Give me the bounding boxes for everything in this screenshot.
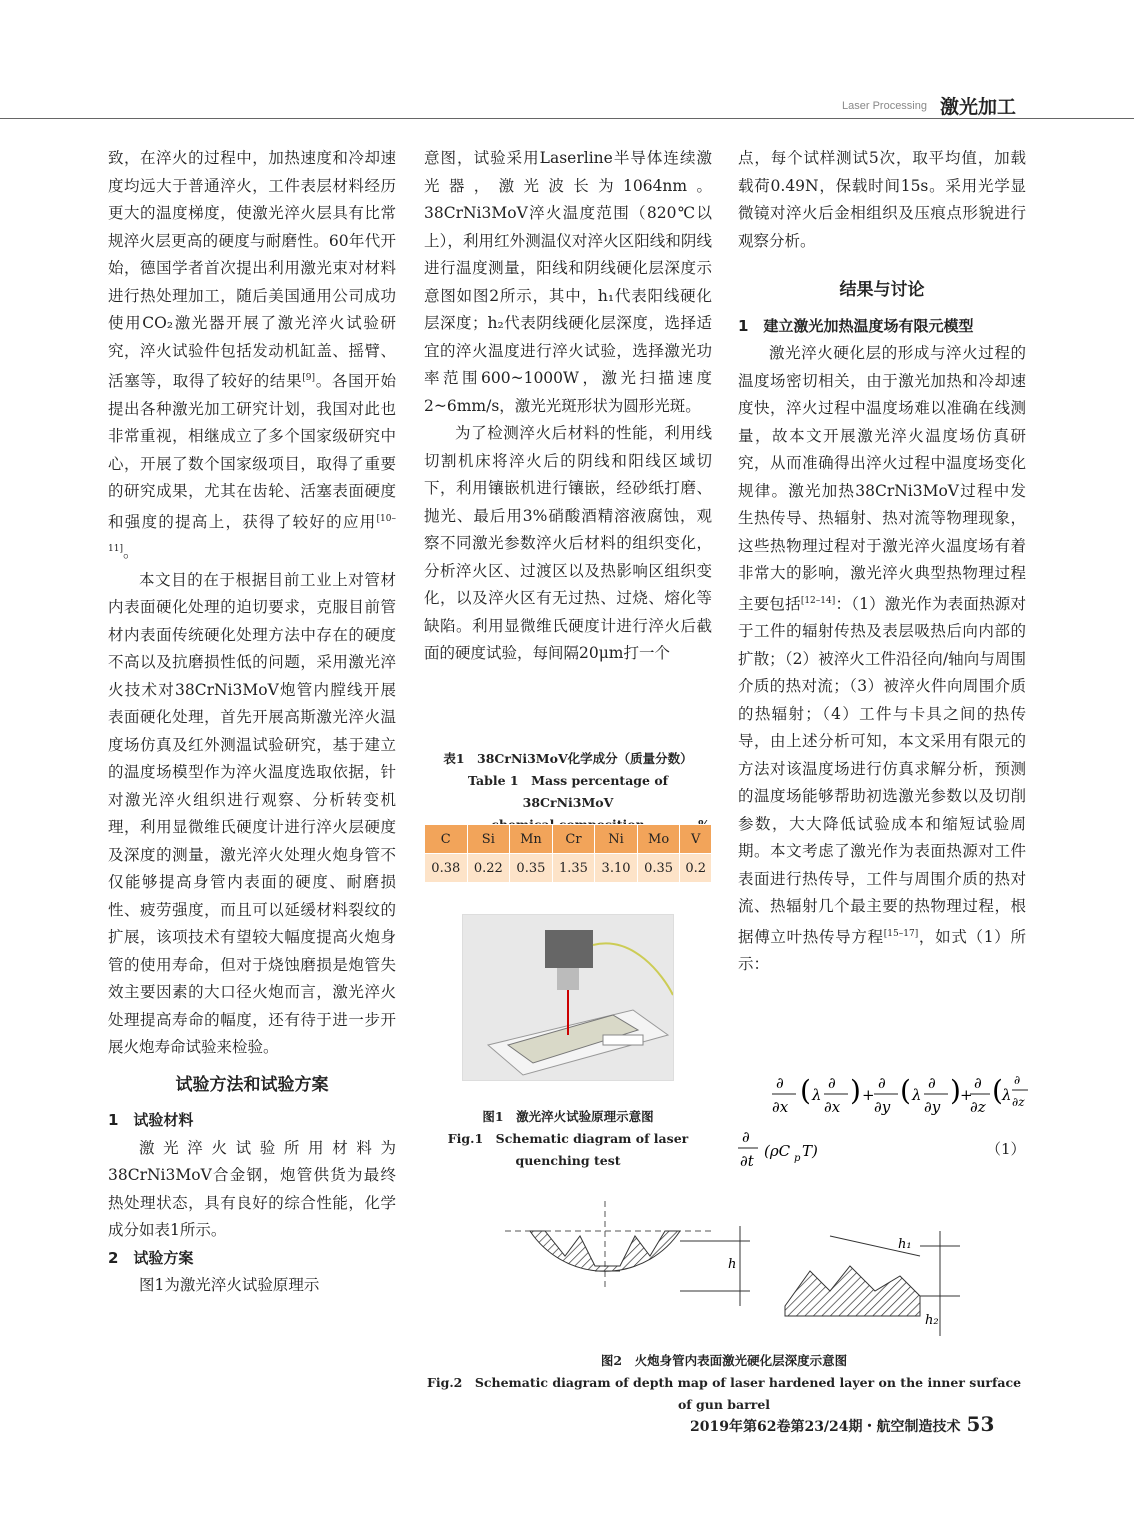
paragraph: 意图，试验采用Laserline半导体连续激光器，激光波长为1064nm。38CrNi3MoV淬火温度范围（820℃以上），利用红外测温仪对淬火区阳线和阴线进行温度测量，阳线和阴线硬化层深度示意图如图2所示，其中，h₁代表阳线硬化层深度；h₂代表阴线硬化层深度，选择适宜的淬火温度进行淬火试验，选择激光功率范围600~1000W，激光扫描速度2~6mm/s，激光光斑形状为圆形光斑。 xyxy=(424,149,712,415)
svg-text:∂t: ∂t xyxy=(740,1152,754,1170)
paragraph: 为了检测淬火后材料的性能，利用线切割机床将淬火后的阴线和阳线区域切下，利用镶嵌机进行镶嵌，经砂纸打磨、抛光、最后用3%硝酸酒精溶液腐蚀，观察不同激光参数淬火后材料的组织变化，分析淬火区、过渡区以及热影响区组织变化，以及淬火区有无过热、过烧、熔化等缺陷。利用显微维氏硬度计进行淬火后截面的硬度试验，每间隔20μm打一个 xyxy=(424,424,712,662)
svg-text:(: ( xyxy=(800,1074,811,1107)
citation: [9] xyxy=(302,373,316,383)
svg-text:∂z: ∂z xyxy=(970,1098,986,1116)
citation: [12–14] xyxy=(800,595,836,606)
paragraph: 激光淬火试验所用材料为38CrNi3MoV合金钢，炮管供货为最终热处理状态，具有良好的综合性能，化学成分如表1所示。 xyxy=(108,1138,396,1240)
table-row: 0.38 0.22 0.35 1.35 3.10 0.35 0.2 xyxy=(425,854,712,883)
page-footer xyxy=(690,1412,994,1436)
equation-number: （1） xyxy=(986,1140,1026,1158)
label-h: h xyxy=(728,1257,737,1272)
figure-1-caption: 图1 激光淬火试验原理示意图 Fig.1 Schematic diagram of laser quenching test xyxy=(447,1109,689,1168)
svg-text:∂: ∂ xyxy=(1014,1073,1021,1087)
svg-text:+: + xyxy=(960,1086,973,1104)
svg-text:∂x: ∂x xyxy=(772,1098,789,1116)
composition-table xyxy=(424,824,712,883)
subsection-heading: 2 试验方案 xyxy=(108,1248,194,1267)
header-en: Laser Processing xyxy=(842,100,927,112)
label-h1: h₁ xyxy=(898,1237,912,1252)
figure-1-image xyxy=(462,914,674,1081)
section-heading: 试验方法和试验方案 xyxy=(175,1074,329,1095)
svg-text:(: ( xyxy=(900,1074,911,1107)
svg-text:∂: ∂ xyxy=(928,1074,936,1092)
section-heading: 结果与讨论 xyxy=(839,280,925,300)
paragraph: 本文目的在于根据目前工业上对管材内表面硬化处理的迫切要求，克服目前管材内表面传统硬化处理方法中存在的硬度不高以及抗磨损性低的问题，采用激光淬火技术对38CrNi3MoV炮管内膛线开展表面硬化处理，首先开展高斯激光淬火温度场仿真及红外测温试验研究，基于建立的温度场模型作为淬火温度选取依据，针对激光淬火组织进行观察、分析转变机理，利用显微维氏硬度计进行淬火层硬度及深度的测量，激光淬火处理火炮身管不仅能够提高身管内表面的硬度、耐磨损性、疲劳强度，而且可以延缓材料裂纹的扩展，该项技术有望较大幅度提高火炮身管的使用寿命，但对于烧蚀磨损是炮管失效主要因素的大口径火炮而言，激光淬火处理提高寿命的幅度，还有待于进一步开展火炮寿命试验来检验。 xyxy=(108,570,396,1057)
svg-text:λ: λ xyxy=(812,1086,822,1104)
footer-journal: 2019年第62卷第23/24期・航空制造技术 xyxy=(690,1419,961,1435)
svg-text:(: ( xyxy=(992,1074,1003,1107)
paragraph: 致，在淬火的过程中，加热速度和冷却速度均远大于普通淬火，工件表层材料经历更大的温度梯度，使激光淬火层具有比常规淬火层更高的硬度与耐磨性。60年代开始，德国学者首次提出利用激光束对材料进行热处理加工，随后美国通用公司成功使用CO₂激光器开展了激光淬火试验研究，淬火试验件包括发动机缸盖、摇臂、活塞等，取得了较好的结果[9]。各国开始提出各种激光加工研究计划，我国对此也非常重视，相继成立了多个国家级研究中心，开展了数个国家级项目，取得了重要的研究成果，尤其在齿轮、活塞表面硬度和强度的提高上，获得了较好的应用[10–11]。 xyxy=(108,149,396,562)
svg-text:∂: ∂ xyxy=(776,1074,784,1092)
svg-text:∂: ∂ xyxy=(742,1128,750,1146)
svg-text:T): T) xyxy=(802,1142,818,1160)
paragraph: 点，每个试样测试5次，取平均值，加载载荷0.49N，保载时间15s。采用光学显微镜对淬火后金相组织及压痕点形貌进行观察分析。 xyxy=(738,149,1026,250)
label-h2: h₂ xyxy=(925,1313,939,1328)
figure-2-caption: 图2 火炮身管内表面激光硬化层深度示意图 Fig.2 Schematic diagram of depth map of laser hardened layer on the inner surface of gun barrel xyxy=(426,1353,1022,1412)
subsection-heading: 1 试验材料 xyxy=(108,1111,194,1130)
svg-text:∂y: ∂y xyxy=(874,1098,891,1116)
figure-2-image xyxy=(500,1196,1000,1346)
column-3 xyxy=(738,145,1026,979)
svg-text:∂y: ∂y xyxy=(924,1098,941,1116)
svg-text:∂z: ∂z xyxy=(1012,1095,1025,1109)
svg-text:λ: λ xyxy=(912,1086,922,1104)
table-caption: 表1 38CrNi3MoV化学成分（质量分数） Table 1 Mass percentage of 38CrNi3MoV xyxy=(424,748,712,836)
svg-text:∂: ∂ xyxy=(974,1074,982,1092)
paragraph: 图1为激光淬火试验原理示 xyxy=(139,1276,320,1295)
paragraph: 激光淬火硬化层的形成与淬火过程的温度场密切相关，由于激光加热和冷却速度快，淬火过程中温度场难以准确在线测量，故本文开展激光淬火温度场仿真研究，从而准确得出淬火过程中温度场变化规律。激光加热38CrNi3MoV过程中发生热传导、热辐射、热对流等物理现象，这些热物理过程对于激光淬火温度场有着非常大的影响，激光淬火典型热物理过程主要包括[12–14]：（1）激光作为表面热源对于工件的辐射传热及表层吸热后向内部的扩散；（2）被淬火工件沿径向/轴向与周围介质的热对流；（3）被淬火件向周围介质的热辐射；（4）工件与卡具之间的热传导，由上述分析可知，本文采用有限元的方法对该温度场进行仿真求解分析，预测的温度场能够帮助初选激光参数以及切削参数，大大降低试验成本和缩短试验周期。本文考虑了激光作为表面热源对工件表面进行热传导，工件与周围介质的热对流、热辐射几个最主要的热物理过程，根据傅立叶热传导方程[15–17]，如式（1）所示： xyxy=(738,344,1026,974)
svg-text:λ: λ xyxy=(1002,1086,1012,1104)
citation: [10–11] xyxy=(108,513,396,555)
subsection-heading: 1 建立激光加热温度场有限元模型 xyxy=(738,316,974,335)
equation-1-rhs xyxy=(738,1126,1026,1170)
svg-text:): ) xyxy=(950,1074,961,1107)
svg-text:p: p xyxy=(794,1153,801,1164)
svg-text:): ) xyxy=(850,1074,861,1107)
page-number: 53 xyxy=(966,1412,995,1436)
svg-text:∂x: ∂x xyxy=(824,1098,841,1116)
citation: [15–17] xyxy=(883,928,919,939)
column-1 xyxy=(108,145,396,1300)
svg-text:∂: ∂ xyxy=(828,1074,836,1092)
column-2 xyxy=(424,145,712,668)
table-header-row: C Si Mn Cr Ni Mo V xyxy=(425,825,712,854)
svg-text:∂: ∂ xyxy=(878,1074,886,1092)
header-rule xyxy=(0,118,1134,119)
svg-text:+: + xyxy=(862,1086,875,1104)
header-cn: 激光加工 xyxy=(940,96,1017,118)
svg-text:(ρC: (ρC xyxy=(764,1142,791,1160)
